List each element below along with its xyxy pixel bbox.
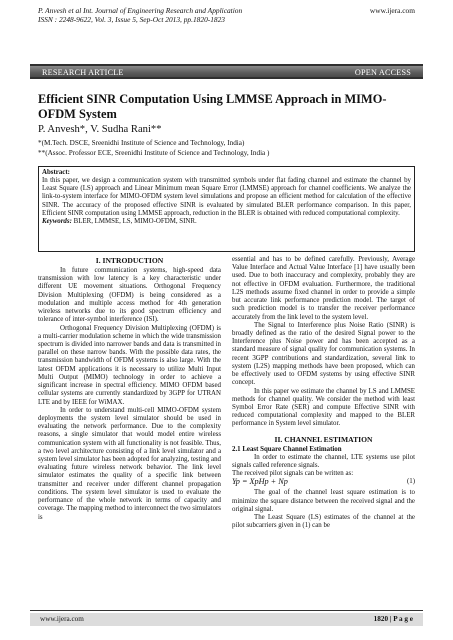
ls-paragraph-2: The received pilot signals can be written as: (232, 470, 354, 478)
open-access-label: OPEN ACCESS (354, 68, 411, 77)
ls-paragraph-1: In order to estimate the channel, LTE systems use pilot signals called reference signals. (232, 453, 415, 470)
footer-website-link[interactable]: www.ijera.com (40, 615, 84, 623)
paper-title: Efficient SINR Computation Using LMMSE Approach in MIMO-OFDM System (38, 92, 387, 121)
intro-paragraph-2: Orthogonal Frequency Division Multiplexing (OFDM) is a multi-carrier modulation scheme in which the wide transmission spectrum is divided into narrower bands and data is transmitted in parallel on these narrow bands. With the possible data rates, the transmission bandwidth of OFDM systems is also large. With the latest OFDM applications it is necessary to utilize Multi Input Multi Output (MIMO) technology in order to achieve a significant increase in spectral efficiency. MIMO OFDM based cellular systems are currently standardized by 3GPP for UTRAN LTE and by IEEE for WiMAX. (38, 324, 221, 406)
journal-citation-line2: ISSN : 2248-9622, Vol. 3, Issue 5, Sep-Oct 2013, pp.1820-1823 (38, 15, 226, 24)
equation-1-number: (1) (406, 478, 415, 486)
intro-paragraph-6: In this paper we estimate the channel by LS and LMMSE methods for channel quality. We consider the method with least Symbol Error Rate (SER) and compute Effective SINR with reduced computational complexity and mapped to the BLER performance in System level simulator. (232, 387, 415, 428)
intro-paragraph-5: The Signal to Interference plus Noise Ratio (SINR) is broadly defined as the ratio of the desired Signal power to the Interference plus Noise power and has been accepted as a standard measure of signal quality for communication systems. In recent 3GPP contributions and standardization, several link to system (L2S) mapping methods have been proposed, which can be effectively used to OFDM systems by using effective SINR concept. (232, 321, 415, 387)
intro-paragraph-1: In future communication systems, high-speed data transmission with low latency is a key characteristic under different UE movement situations. Orthogonal Frequency Division Multiplexing (OFDM) is being considered as a modulation and multiple access method for 4th generation wireless networks due to its good spectrum efficiency and tolerance of inter-symbol interference (ISI). (38, 267, 221, 324)
research-article-label: RESEARCH ARTICLE (42, 68, 124, 77)
affiliation-2: **(Assoc. Professor ECE, Sreenidhi Institute of Science and Technology, India ) (38, 148, 270, 157)
keywords-label: Keywords: (42, 217, 72, 225)
keywords (42, 218, 411, 226)
running-header (38, 6, 415, 24)
abstract-label: Abstract: (42, 169, 70, 176)
journal-citation-line1: P. Anvesh et al Int. Journal of Engineering Research and Application (38, 6, 243, 15)
section-heading-channel-estimation: II. CHANNEL ESTIMATION (274, 434, 373, 444)
page-footer (30, 613, 423, 626)
affiliations (38, 139, 269, 158)
section-heading-introduction: I. INTRODUCTION (95, 256, 164, 265)
footer-divider (30, 610, 423, 611)
equation-1-expression: Yp = XpHp + Np (232, 477, 288, 487)
journal-website-link[interactable]: www.ijera.com (369, 6, 415, 15)
affiliation-1: *(M.Tech. DSCE, Sreenidhi Institute of Science and Technology, India) (38, 139, 245, 147)
left-column (38, 256, 221, 522)
abstract-box (38, 166, 415, 252)
abstract-text: In this paper, we design a communication system with transmitted symbols under flat fading channel and estimate the channel by Least Square (LS) approach and Linear Minimum mean Square Error (LMMSE) approach for channel coefficients. We analyze the link-to-system interface for MIMO-OFDM system level simulations and propose an efficient method for calculation of the effective SINR. The accuracy of the proposed effective SINR is evaluated by simulated BLER performance comparison. In this paper, Efficient SINR computation using LMMSE approach, reduction in the BLER is obtained with reduced computational complexity. (42, 177, 411, 217)
intro-paragraph-3: In order to understand multi-cell MIMO-OFDM system deployments the system level simulator should be used in evaluating the network performance. Due to the complexity reasons, a single simulator that would model entire wireless communication system with all functionality is not feasible. Thus, a two level architecture consisting of a link level simulator and a system level simulator has been adopted for analyzing, testing and evaluating future wireless network behavior. The link level simulator estimates the quality of a specific link between transmitter and receiver under different channel propagation conditions. The system level simulator is used to evaluate the performance of the whole network in terms of capacity and coverage. The mapping method to interconnect the two simulators is (38, 406, 221, 521)
article-type-banner (30, 64, 423, 79)
subsection-heading-ls: 2.1 Least Square Channel Estimation (232, 445, 342, 453)
right-column (232, 256, 415, 531)
ls-paragraph-4: The Least Square (LS) estimates of the channel at the pilot subcarriers given in (1) can be (232, 514, 415, 530)
page-number: 1820 | P a g e (373, 615, 413, 623)
keywords-list: BLER, LMMSE, LS, MIMO-OFDM, SINR. (73, 217, 197, 225)
intro-paragraph-4: essential and has to be defined carefully. Previously, Average Value Interface and Actual Value Interface [1] have usually been used. Due to both inaccuracy and complexity, probably they are not effective in OFDM evaluation. Furthermore, the traditional L2S methods assume fixed channel in order to provide a simple but accurate link performance prediction model. The target of such prediction model is to transfer the receiver performance accurately from the link level to the system level. (232, 256, 415, 321)
author-list: P. Anvesh*, V. Sudha Rani** (38, 124, 162, 135)
equation-1 (232, 478, 415, 489)
ls-paragraph-3: The goal of the channel least square estimation is to minimize the square distance between the received signal and the original signal. (232, 489, 415, 513)
